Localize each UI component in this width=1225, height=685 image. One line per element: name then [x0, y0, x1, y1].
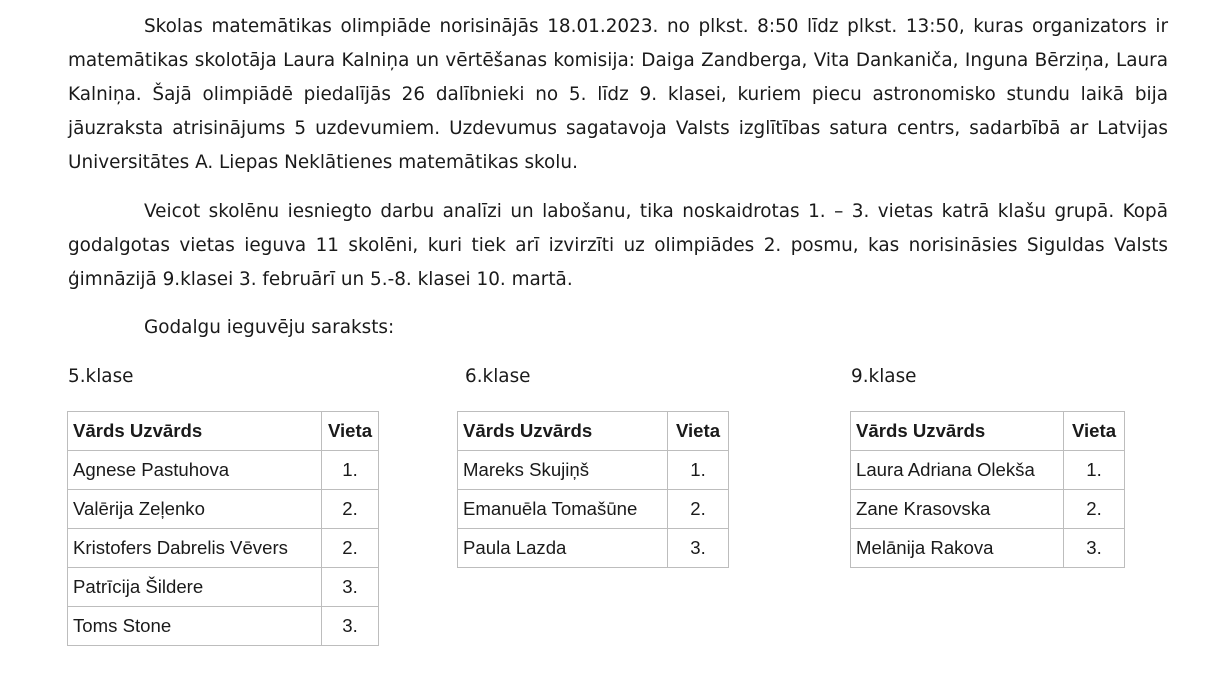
winner-place: 2.	[322, 490, 379, 529]
winner-name: Laura Adriana Olekša	[851, 451, 1064, 490]
winner-place: 3.	[322, 607, 379, 646]
grade-label-9: 9.klase	[851, 366, 917, 387]
winner-place: 3.	[668, 529, 729, 568]
table-header-row	[458, 412, 729, 451]
winner-name: Paula Lazda	[458, 529, 668, 568]
winners-table-grade-6	[457, 411, 729, 568]
table-row	[851, 529, 1125, 568]
winner-name: Toms Stone	[68, 607, 322, 646]
grade-label-5: 5.klase	[68, 366, 134, 387]
intro-paragraph-text: Skolas matemātikas olimpiāde norisinājās 18.01.2023. no plkst. 8:50 līdz plkst. 13:50, kuras organizators ir matemātikas skolotāja Laura Kalniņa un vērtēšanas komisija: Daiga Zandberga, Vita Dankaniča, Inguna Bērziņa, Laura Kalniņa. Šajā olimpiādē piedalījās 26 dalībnieki no 5. līdz 9. klasei, kuriem piecu astronomisko stundu laikā bija jāuzraksta atrisinājums 5 uzdevumiem. Uzdevumus sagatavoja Valsts izglītības satura centrs, sadarbībā ar Latvijas Universitātes A. Liepas Neklātienes matemātikas skolu.	[68, 16, 1168, 173]
place-column-header: Vieta	[1064, 412, 1125, 451]
grade-label-6: 6.klase	[465, 366, 531, 387]
winner-place: 2.	[1064, 490, 1125, 529]
winner-place: 2.	[322, 529, 379, 568]
winner-place: 1.	[668, 451, 729, 490]
table-row	[458, 490, 729, 529]
winner-name: Patrīcija Šildere	[68, 568, 322, 607]
winner-name: Valērija Zeļenko	[68, 490, 322, 529]
winners-table-grade-5	[67, 411, 379, 646]
winner-place: 2.	[668, 490, 729, 529]
place-column-header: Vieta	[322, 412, 379, 451]
winners-list-title: Godalgu ieguvēju saraksts:	[144, 317, 395, 338]
results-paragraph	[68, 195, 1168, 297]
table-row	[851, 451, 1125, 490]
winner-place: 1.	[322, 451, 379, 490]
table-row	[458, 451, 729, 490]
winner-name: Mareks Skujiņš	[458, 451, 668, 490]
winner-name: Emanuēla Tomašūne	[458, 490, 668, 529]
table-row	[851, 490, 1125, 529]
place-column-header: Vieta	[668, 412, 729, 451]
winner-name: Agnese Pastuhova	[68, 451, 322, 490]
name-column-header: Vārds Uzvārds	[851, 412, 1064, 451]
winner-place: 1.	[1064, 451, 1125, 490]
name-column-header: Vārds Uzvārds	[68, 412, 322, 451]
intro-paragraph	[68, 10, 1168, 180]
table-header-row	[851, 412, 1125, 451]
table-row	[68, 568, 379, 607]
name-column-header: Vārds Uzvārds	[458, 412, 668, 451]
winner-name: Kristofers Dabrelis Vēvers	[68, 529, 322, 568]
table-row	[68, 529, 379, 568]
table-header-row	[68, 412, 379, 451]
table-row	[68, 451, 379, 490]
winner-place: 3.	[1064, 529, 1125, 568]
winner-place: 3.	[322, 568, 379, 607]
table-row	[68, 490, 379, 529]
table-row	[458, 529, 729, 568]
winners-table-grade-9	[850, 411, 1125, 568]
winner-name: Melānija Rakova	[851, 529, 1064, 568]
table-row	[68, 607, 379, 646]
winner-name: Zane Krasovska	[851, 490, 1064, 529]
results-paragraph-text: Veicot skolēnu iesniegto darbu analīzi un labošanu, tika noskaidrotas 1. – 3. vietas katrā klašu grupā. Kopā godalgotas vietas ieguva 11 skolēni, kuri tiek arī izvirzīti uz olimpiādes 2. posmu, kas norisināsies Siguldas Valsts ģimnāzijā 9.klasei 3. februārī un 5.-8. klasei 10. martā.	[68, 201, 1168, 290]
